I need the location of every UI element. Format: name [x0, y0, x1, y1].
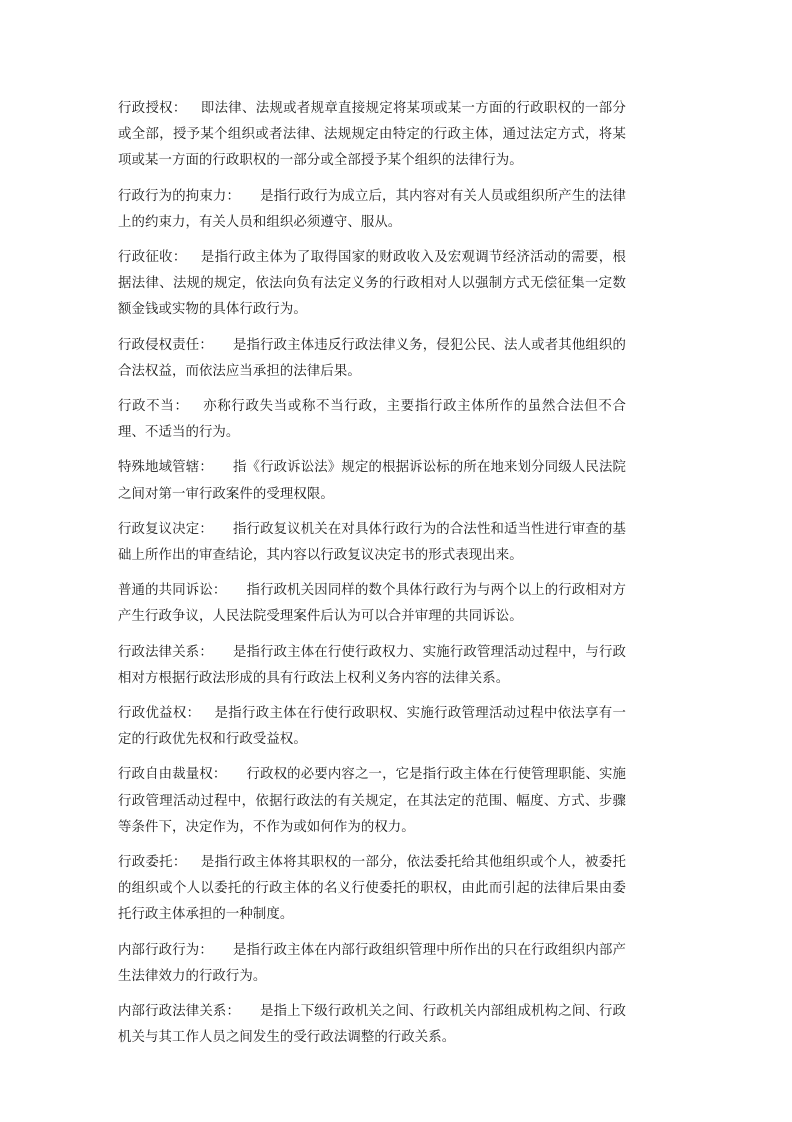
- entry-internal-act: [118, 938, 626, 990]
- entry-reconsideration-decision: [118, 517, 626, 569]
- entry-term: 行政征收：: [118, 250, 187, 266]
- entry-joint-litigation: [118, 578, 626, 630]
- entry-discretionary-power: [118, 762, 626, 841]
- entry-binding-force: [118, 184, 626, 236]
- entry-definition: 是指行政主体违反行政法律义务，侵犯公民、法人或者其他组织的合法权益，而依法应当承担的法律后果。: [118, 337, 626, 379]
- entry-administrative-entrustment: [118, 850, 626, 929]
- entry-definition: 亦称行政失当或称不当行政，主要指行政主体所作的虽然合法但不合理、不适当的行为。: [118, 399, 627, 441]
- entry-term: 行政法律关系：: [118, 644, 213, 660]
- entry-term: 行政自由裁量权：: [118, 767, 227, 783]
- entry-definition: 是指行政主体在行使行政职权、实施行政管理活动过程中依法享有一定的行政优先权和行政受益权。: [118, 706, 627, 748]
- entry-improper-administration: [118, 394, 626, 446]
- entry-definition: 是指行政主体为了取得国家的财政收入及宏观调节经济活动的需要，根据法律、法规的规定，依法向负有法定义务的行政相对人以强制方式无偿征集一定数额金钱或实物的具体行政行为。: [118, 250, 626, 318]
- entry-term: 行政复议决定：: [118, 521, 213, 537]
- entry-legal-relationship: [118, 640, 626, 692]
- entry-definition: 是指行政行为成立后，其内容对有关人员或组织所产生的法律上的约束力，有关人员和组织必须遵守、服从。: [118, 188, 626, 230]
- entry-term: 内部行政行为：: [118, 942, 213, 958]
- entry-term: 行政侵权责任：: [118, 337, 213, 353]
- document-page: [118, 96, 626, 1061]
- entry-term: 内部行政法律关系：: [118, 1004, 240, 1020]
- entry-term: 行政授权：: [118, 101, 187, 116]
- entry-privilege: [118, 701, 626, 753]
- entry-special-territorial-jurisdiction: [118, 455, 626, 507]
- entry-term: 行政行为的拘束力：: [118, 188, 240, 204]
- entry-definition: 是指上下级行政机关之间、行政机关内部组成机构之间、行政机关与其工作人员之间发生的受行政法调整的行政关系。: [118, 1004, 626, 1046]
- entry-definition: 是指行政主体将其职权的一部分，依法委托给其他组织或个人，被委托的组织或个人以委托的行政主体的名义行使委托的职权，由此而引起的法律后果由委托行政主体承担的一种制度。: [118, 855, 626, 923]
- entry-definition: 行政权的必要内容之一，它是指行政主体在行使管理职能、实施行政管理活动过程中，依据行政法的有关规定，在其法定的范围、幅度、方式、步骤等条件下，决定作为，不作为或如何作为的权力。: [118, 767, 626, 835]
- entry-tort-liability: [118, 333, 626, 385]
- entry-term: 行政委托：: [118, 855, 187, 871]
- entry-term: 普通的共同诉讼：: [118, 583, 227, 599]
- entry-definition: 是指行政主体在内部行政组织管理中所作出的只在行政组织内部产生法律效力的行政行为。: [118, 942, 626, 984]
- entry-administrative-levy: [118, 245, 626, 324]
- entry-term: 特殊地域管辖：: [118, 460, 213, 476]
- entry-term: 行政优益权：: [118, 706, 201, 722]
- entry-term: 行政不当：: [118, 399, 189, 415]
- entry-definition: 是指行政主体在行使行政权力、实施行政管理活动过程中，与行政相对方根据行政法形成的具有行政法上权利义务内容的法律关系。: [118, 644, 626, 686]
- entry-definition: 指行政复议机关在对具体行政行为的合法性和适当性进行审查的基础上所作出的审查结论，其内容以行政复议决定书的形式表现出来。: [118, 521, 626, 564]
- entry-definition: 指《行政诉讼法》规定的根据诉讼标的所在地来划分同级人民法院之间对第一审行政案件的受理权限。: [118, 460, 626, 502]
- entry-definition: 指行政机关因同样的数个具体行政行为与两个以上的行政相对方产生行政争议，人民法院受理案件后认为可以合并审理的共同诉讼。: [118, 583, 626, 625]
- entry-internal-legal-relationship: [118, 999, 626, 1051]
- entry-definition: 即法律、法规或者规章直接规定将某项或某一方面的行政职权的一部分或全部，授予某个组织或者法律、法规规定由特定的行政主体，通过法定方式，将某项或某一方面的行政职权的一部分或全部授予某个组织的法律行为。: [118, 101, 626, 169]
- entry-administrative-authorization: [118, 96, 626, 175]
